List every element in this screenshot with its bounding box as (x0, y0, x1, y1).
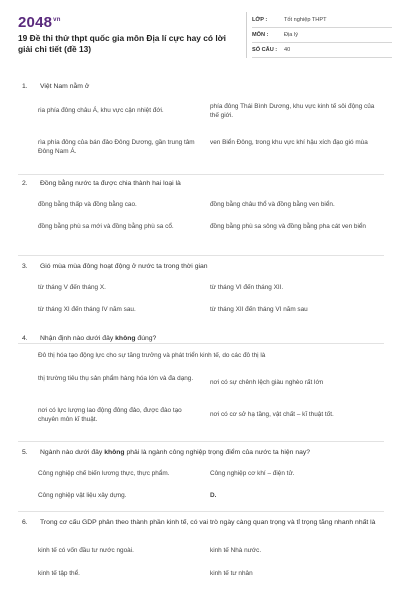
question-number: 6. (22, 519, 28, 526)
info-subject (252, 28, 392, 43)
question-text: Việt Nam nằm ở (40, 83, 90, 90)
question-header (18, 448, 384, 458)
info-value: Địa lý (284, 32, 298, 38)
question-header (18, 334, 384, 344)
logo-suffix: vn (53, 17, 61, 23)
option-b[interactable]: đồng bằng châu thổ và đồng bằng ven biển. (210, 201, 335, 208)
question-text (40, 448, 384, 457)
site-logo[interactable] (18, 14, 61, 31)
option-b[interactable]: kinh tế Nhà nước. (210, 547, 262, 554)
question-header (18, 262, 384, 272)
question-text-emphasis: không (115, 335, 136, 342)
question-number: 5. (22, 449, 28, 456)
option-a[interactable]: ria phía đông châu Á, khu vực cận nhiệt đới. (38, 107, 164, 114)
question-2 (18, 175, 384, 256)
question-5 (18, 442, 384, 512)
info-question-count (252, 43, 392, 58)
question-header (18, 82, 384, 92)
option-c[interactable]: đồng bằng phù sa mới và đồng bằng phù sa cổ. (38, 223, 174, 230)
info-value: Tốt nghiệp THPT (284, 17, 327, 23)
option-a[interactable]: thị trường tiêu thụ sản phẩm hàng hóa lớn và đa dạng. (38, 375, 194, 382)
option-d[interactable]: đồng bằng phù sa sông và đồng bằng pha cát ven biển (210, 223, 366, 230)
option-c[interactable]: nơi có lực lượng lao động đông đảo, được đào tạo chuyên môn kĩ thuật. (38, 407, 182, 423)
info-label: MÔN : (252, 32, 269, 38)
question-text: Trong cơ cấu GDP phân theo thành phần kinh tế, có vai trò ngày càng quan trọng và tỉ trọng tăng nhanh nhất là (40, 519, 376, 526)
question-4-body (18, 326, 384, 442)
question-number: 4. (22, 335, 28, 342)
question-1 (18, 77, 384, 175)
page-header (0, 0, 400, 62)
option-a[interactable]: Công nghiệp chế biến lương thực, thực phẩm. (38, 470, 170, 477)
option-c[interactable]: từ tháng XI đến tháng IV năm sau. (38, 306, 136, 313)
document-title: 19 Đề thi thử thpt quốc gia môn Địa lí cực hay có lời giải chi tiết (đề 13) (18, 33, 226, 54)
option-b[interactable]: Công nghiệp cơ khí – điện tử. (210, 470, 295, 477)
option-b[interactable]: phía đông Thái Bình Dương, khu vực kinh tế sôi động của thế giới. (210, 103, 375, 119)
option-d[interactable]: nơi có cơ sở hạ tầng, vật chất – kĩ thuật tốt. (210, 411, 334, 418)
question-text: Đồng bằng nước ta được chia thành hai loại là (40, 180, 181, 187)
info-grade (252, 13, 392, 28)
option-d[interactable]: từ tháng XII đến tháng VI năm sau (210, 306, 308, 313)
question-header (18, 179, 384, 189)
option-a[interactable]: kinh tế có vốn đầu tư nước ngoài. (38, 547, 134, 554)
question-number: 1. (22, 83, 28, 90)
question-text-part: Nhận định nào dưới đây (40, 335, 116, 342)
logo-text: 2048 (18, 14, 53, 31)
question-6 (18, 512, 384, 600)
option-b[interactable]: nơi có sự chênh lệch giàu nghèo rất lớn (210, 379, 324, 386)
question-number: 2. (22, 180, 28, 187)
question-text-part: đúng? (135, 335, 157, 342)
question-subtext: Đô thị hóa tạo động lực cho sự tăng trưởng và phát triển kinh tế, do các đô thị là (38, 352, 266, 359)
option-c[interactable]: Công nghiệp vật liệu xây dựng. (38, 492, 127, 499)
option-c[interactable]: kinh tế tập thể. (38, 570, 80, 577)
option-b[interactable]: từ tháng VI đến tháng XII. (210, 284, 284, 291)
option-c[interactable]: rìa phía đông của bán đảo Đông Dương, gần trung tâm Đông Nam Á. (38, 139, 195, 155)
question-header (18, 518, 384, 538)
option-d[interactable]: ven Biển Đông, trong khu vực khí hậu xích đạo gió mùa (210, 139, 368, 146)
question-text-part: phải là ngành công nghiệp trọng điểm của nước ta hiện nay? (124, 449, 311, 456)
header-divider (246, 12, 247, 58)
question-text: Gió mùa mùa đông hoạt động ở nước ta trong thời gian (40, 263, 208, 270)
info-value: 40 (284, 47, 291, 53)
option-d[interactable]: D. (210, 492, 217, 499)
option-a[interactable]: đồng bằng thấp và đồng bằng cao. (38, 201, 137, 208)
question-text-emphasis: không (104, 449, 125, 456)
question-number: 3. (22, 263, 28, 270)
question-text (40, 334, 384, 343)
option-a[interactable]: từ tháng V đến tháng X. (38, 284, 106, 291)
info-label: SỐ CÂU : (252, 47, 278, 53)
option-d[interactable]: kinh tế tư nhân (210, 570, 253, 577)
info-label: LỚP : (252, 17, 268, 23)
question-text-part: Ngành nào dưới đây (40, 449, 105, 456)
